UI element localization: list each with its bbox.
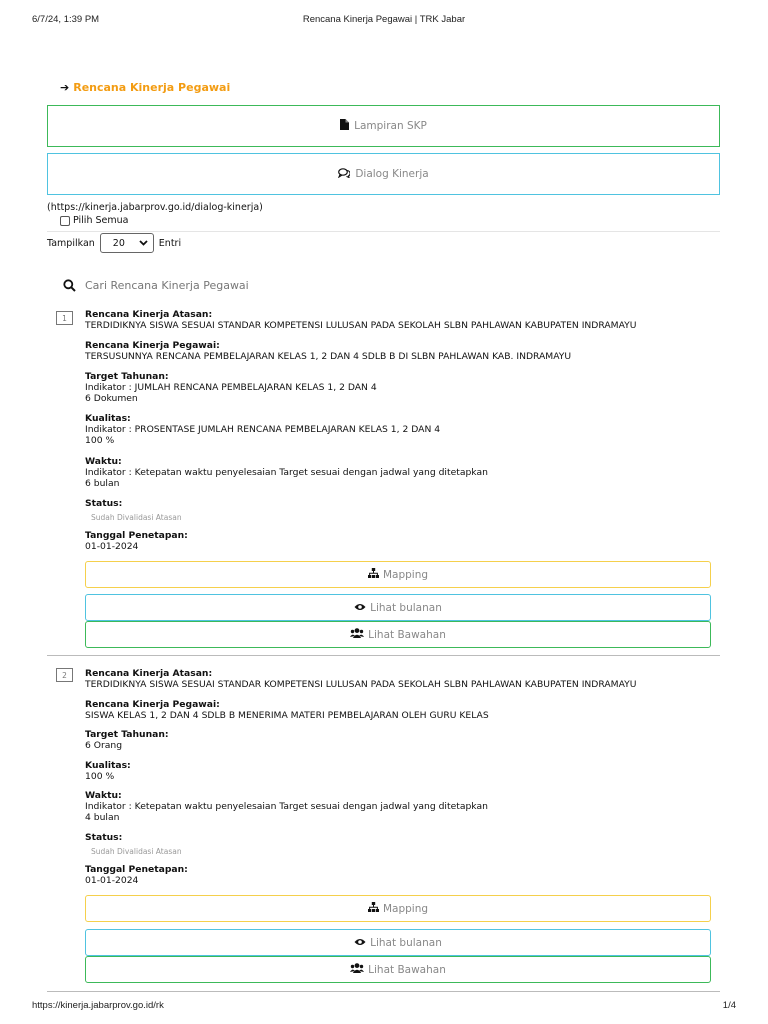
entries-control	[47, 232, 181, 254]
dialog-kinerja-label: Dialog Kinerja	[355, 168, 429, 180]
atasan-field: Rencana Kinerja Atasan: TERDIDIKNYA SISWA SESUAI STANDAR KOMPETENSI LULUSAN PADA SEKOLAH SLBN PAHLAWAN KABUPATEN INDRAMAYU	[85, 309, 637, 331]
atasan-field: Rencana Kinerja Atasan: TERDIDIKNYA SISWA SESUAI STANDAR KOMPETENSI LULUSAN PADA SEKOLAH SLBN PAHLAWAN KABUPATEN INDRAMAYU	[85, 668, 637, 690]
print-url: https://kinerja.jabarprov.go.id/rk	[32, 1000, 164, 1011]
lihat-bawahan-button[interactable]: Lihat Bawahan	[85, 956, 711, 983]
print-datetime: 6/7/24, 1:39 PM	[32, 14, 100, 25]
tanggal-field: Tanggal Penetapan: 01-01-2024	[85, 864, 188, 886]
dialog-kinerja-link[interactable]: (https://kinerja.jabarprov.go.id/dialog-kinerja)	[47, 202, 263, 213]
pegawai-field: Rencana Kinerja Pegawai: SISWA KELAS 1, 2 DAN 4 SDLB B MENERIMA MATERI PEMBELAJARAN OLEH GURU KELAS	[85, 699, 489, 721]
sitemap-icon	[368, 902, 379, 915]
page-title-text[interactable]: Rencana Kinerja Pegawai	[73, 81, 231, 94]
item-checkbox[interactable]: 2	[56, 668, 73, 682]
pegawai-field: Rencana Kinerja Pegawai: TERSUSUNNYA RENCANA PEMBELAJARAN KELAS 1, 2 DAN 4 SDLB B DI SLBN PAHLAWAN KAB. INDRAMAYU	[85, 340, 572, 362]
sitemap-icon	[368, 568, 379, 581]
pilih-semua[interactable]	[60, 215, 128, 226]
lampiran-skp-button[interactable]	[47, 105, 720, 147]
users-icon	[350, 963, 364, 976]
mapping-button[interactable]: Mapping	[85, 561, 711, 588]
pilih-semua-checkbox[interactable]	[60, 216, 70, 226]
target-field: Target Tahunan: 6 Orang	[85, 729, 169, 751]
item-checkbox[interactable]: 1	[56, 311, 73, 325]
chevron-down-icon	[139, 239, 148, 248]
mapping-button[interactable]: Mapping	[85, 895, 711, 922]
entri-label: Entri	[158, 237, 182, 249]
tampilkan-label: Tampilkan	[47, 237, 95, 249]
lihat-bulanan-button[interactable]: Lihat bulanan	[85, 929, 711, 956]
status-badge: Sudah Divalidasi Atasan	[91, 847, 182, 856]
search-input[interactable]: Cari Rencana Kinerja Pegawai	[85, 279, 249, 292]
kualitas-field: Kualitas: 100 %	[85, 760, 131, 782]
users-icon	[350, 628, 364, 641]
search-icon	[63, 279, 76, 292]
eye-icon	[354, 602, 366, 614]
lampiran-skp-label: Lampiran SKP	[354, 120, 427, 132]
lihat-bawahan-button[interactable]: Lihat Bawahan	[85, 621, 711, 648]
comments-icon	[338, 168, 350, 181]
pilih-semua-label: Pilih Semua	[73, 215, 129, 226]
status-badge: Sudah Divalidasi Atasan	[91, 513, 182, 522]
file-icon	[340, 119, 349, 133]
kualitas-field: Kualitas: Indikator : PROSENTASE JUMLAH RENCANA PEMBELAJARAN KELAS 1, 2 DAN 4 100 %	[85, 413, 441, 446]
print-title: Rencana Kinerja Pegawai | TRK Jabar	[302, 14, 466, 25]
entries-select[interactable]	[100, 233, 154, 253]
target-field: Target Tahunan: Indikator : JUMLAH RENCANA PEMBELAJARAN KELAS 1, 2 DAN 4 6 Dokumen	[85, 371, 377, 404]
item-divider	[47, 655, 720, 656]
lihat-bulanan-button[interactable]: Lihat bulanan	[85, 594, 711, 621]
print-page-number: 1/4	[722, 1000, 736, 1011]
item-divider	[47, 991, 720, 992]
dialog-kinerja-button[interactable]	[47, 153, 720, 195]
search-box[interactable]	[63, 279, 249, 292]
status-field: Status: Sudah Divalidasi Atasan	[85, 832, 182, 856]
waktu-field: Waktu: Indikator : Ketepatan waktu penyelesaian Target sesuai dengan jadwal yang ditetapkan 6 bulan	[85, 456, 488, 489]
tanggal-field: Tanggal Penetapan: 01-01-2024	[85, 530, 188, 552]
eye-icon	[354, 937, 366, 949]
print-header	[32, 14, 736, 26]
waktu-field: Waktu: Indikator : Ketepatan waktu penyelesaian Target sesuai dengan jadwal yang ditetapkan 4 bulan	[85, 790, 488, 823]
arrow-right-icon: ➔	[60, 81, 70, 94]
page-title	[60, 81, 230, 94]
status-field: Status: Sudah Divalidasi Atasan	[85, 498, 182, 522]
entries-select-value: 20	[112, 237, 125, 249]
